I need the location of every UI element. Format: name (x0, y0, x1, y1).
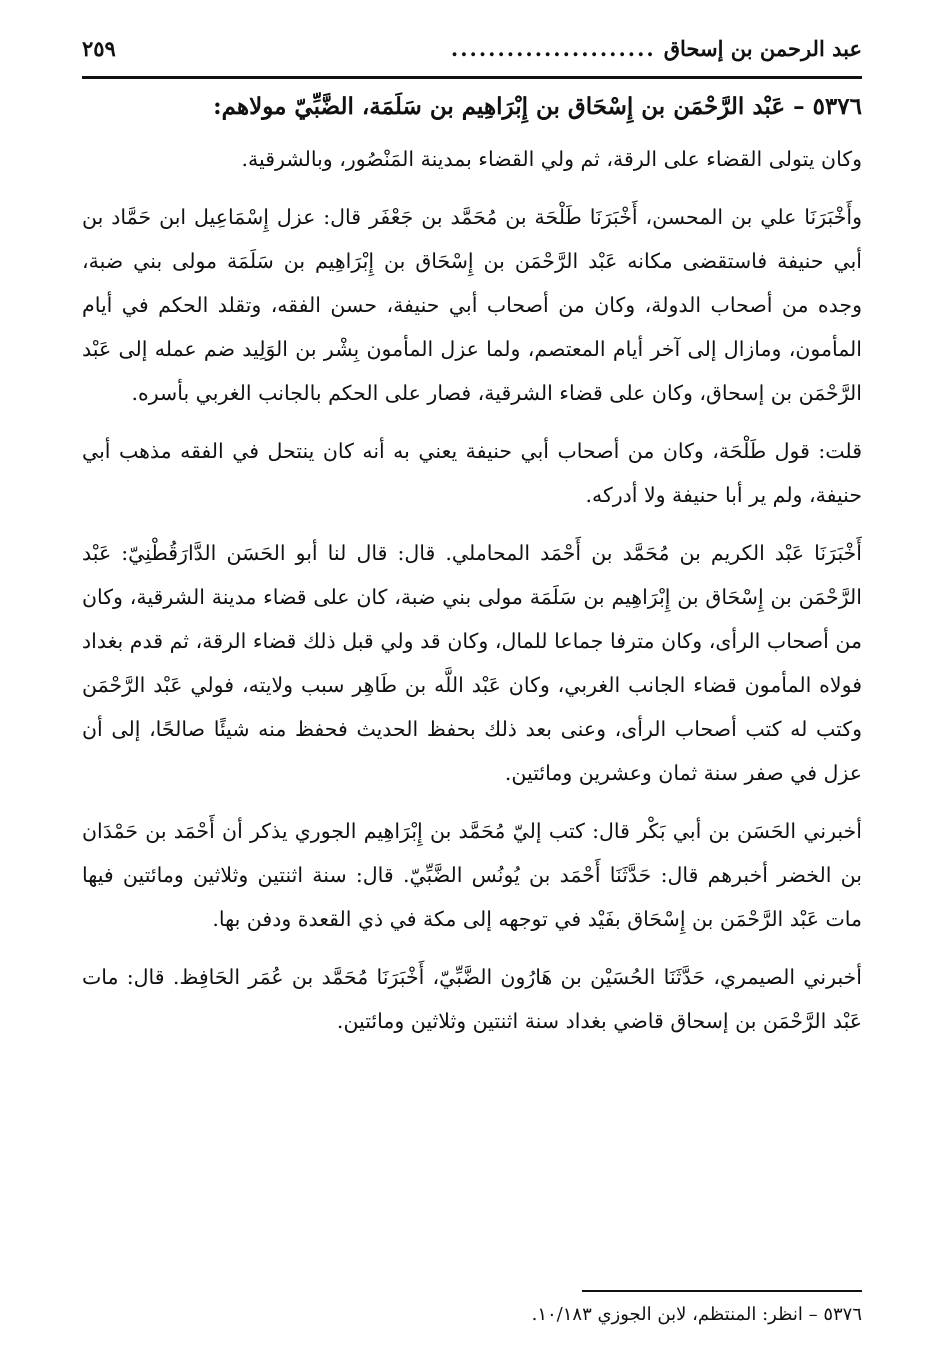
header-title: عبد الرحمن بن إسحاق (663, 36, 862, 61)
paragraph-2: وأَخْبَرَنَا علي بن المحسن، أَخْبَرَنَا طَلْحَة بن مُحَمَّد بن جَعْفَر قال: عزل إِسْمَاعِيل ابن حَمَّاد بن أبي حنيفة فاستقضى مكانه عَبْد الرَّحْمَن بن إِسْحَاق بن إِبْرَاهِيم بن سَلَمَة مولى بني ضبة، وجده من أصحاب الدولة، وكان من أصحاب أبي حنيفة، حسن الفقه، وتقلد الحكم في أيام المأمون، ومازال إلى آخر أيام المعتصم، ولما عزل المأمون بِشْر بن الوَلِيد ضم عمله إلى عَبْد الرَّحْمَن بن إسحاق، وكان على قضاء الشرقية، فصار على الحكم بالجانب الغربي بأسره. (82, 205, 862, 405)
paragraph-4: أَخْبَرَنَا عَبْد الكريم بن مُحَمَّد بن أَحْمَد المحاملي. قال: قال لنا أبو الحَسَن الدَّارَقُطْنِيّ: عَبْد الرَّحْمَن بن إِسْحَاق بن إِبْرَاهِيم بن سَلَمَة مولى بني ضبة، كان على قضاء مدينة الشرقية، وكان من أصحاب الرأى، وكان مترفا جماعا للمال، وكان قد ولي قبل ذلك قضاء الرقة، ثم قدم بغداد فولاه المأمون قضاء الجانب الغربي، وكان عَبْد اللَّه بن طَاهِر سبب ولايته، فولي عَبْد الرَّحْمَن وكتب له كتب أصحاب الرأى، وعنى بعد ذلك بحفظ الحديث فحفظ منه شيئًا صالحًا، إلى أن عزل في صفر سنة ثمان وعشرين ومائتين. (82, 541, 862, 785)
entry-heading: ٥٣٧٦ – عَبْد الرَّحْمَن بن إِسْحَاق بن إِبْرَاهِيم بن سَلَمَة، الضَّبِّيّ مولاهم: (213, 93, 862, 120)
paragraph-3: قلت: قول طَلْحَة، وكان من أصحاب أبي حنيفة يعني به أنه كان ينتحل في الفقه مذهب أبي حنيفة، ولم ير أبا حنيفة ولا أدركه. (82, 439, 862, 507)
paragraph-5: أخبرني الحَسَن بن أبي بَكْر قال: كتب إليّ مُحَمَّد بن إِبْرَاهِيم الجوري يذكر أن أَحْمَد بن حَمْدَان بن الخضر أخبرهم قال: حَدَّثَنَا أَحْمَد بن يُونُس الضَّبِّيّ. قال: سنة اثنتين وثلاثين ومائتين فيها مات عَبْد الرَّحْمَن بن إِسْحَاق بفَيْد في توجهه إلى مكة في ذي القعدة ودفن بها. (82, 819, 862, 931)
page-number: ٢٥٩ (82, 36, 116, 61)
header-dot-leader: ...................... (450, 36, 656, 61)
running-header (82, 36, 862, 79)
footnote-divider (582, 1290, 862, 1292)
book-page (82, 36, 862, 1336)
footnote: ٥٣٧٦ – انظر: المنتظم، لابن الجوزي ١٠/١٨٣. (531, 1304, 862, 1325)
paragraph-1: وكان يتولى القضاء على الرقة، ثم ولي القضاء بمدينة المَنْصُور، وبالشرقية. (241, 147, 862, 171)
paragraph-6: أخبرني الصيمري، حَدَّثَنَا الحُسَيْن بن هَارُون الضَّبِّيّ، أَخْبَرَنَا مُحَمَّد بن عُمَر الحَافِظ. قال: مات عَبْد الرَّحْمَن بن إسحاق قاضي بغداد سنة اثنتين وثلاثين ومائتين. (82, 965, 862, 1033)
